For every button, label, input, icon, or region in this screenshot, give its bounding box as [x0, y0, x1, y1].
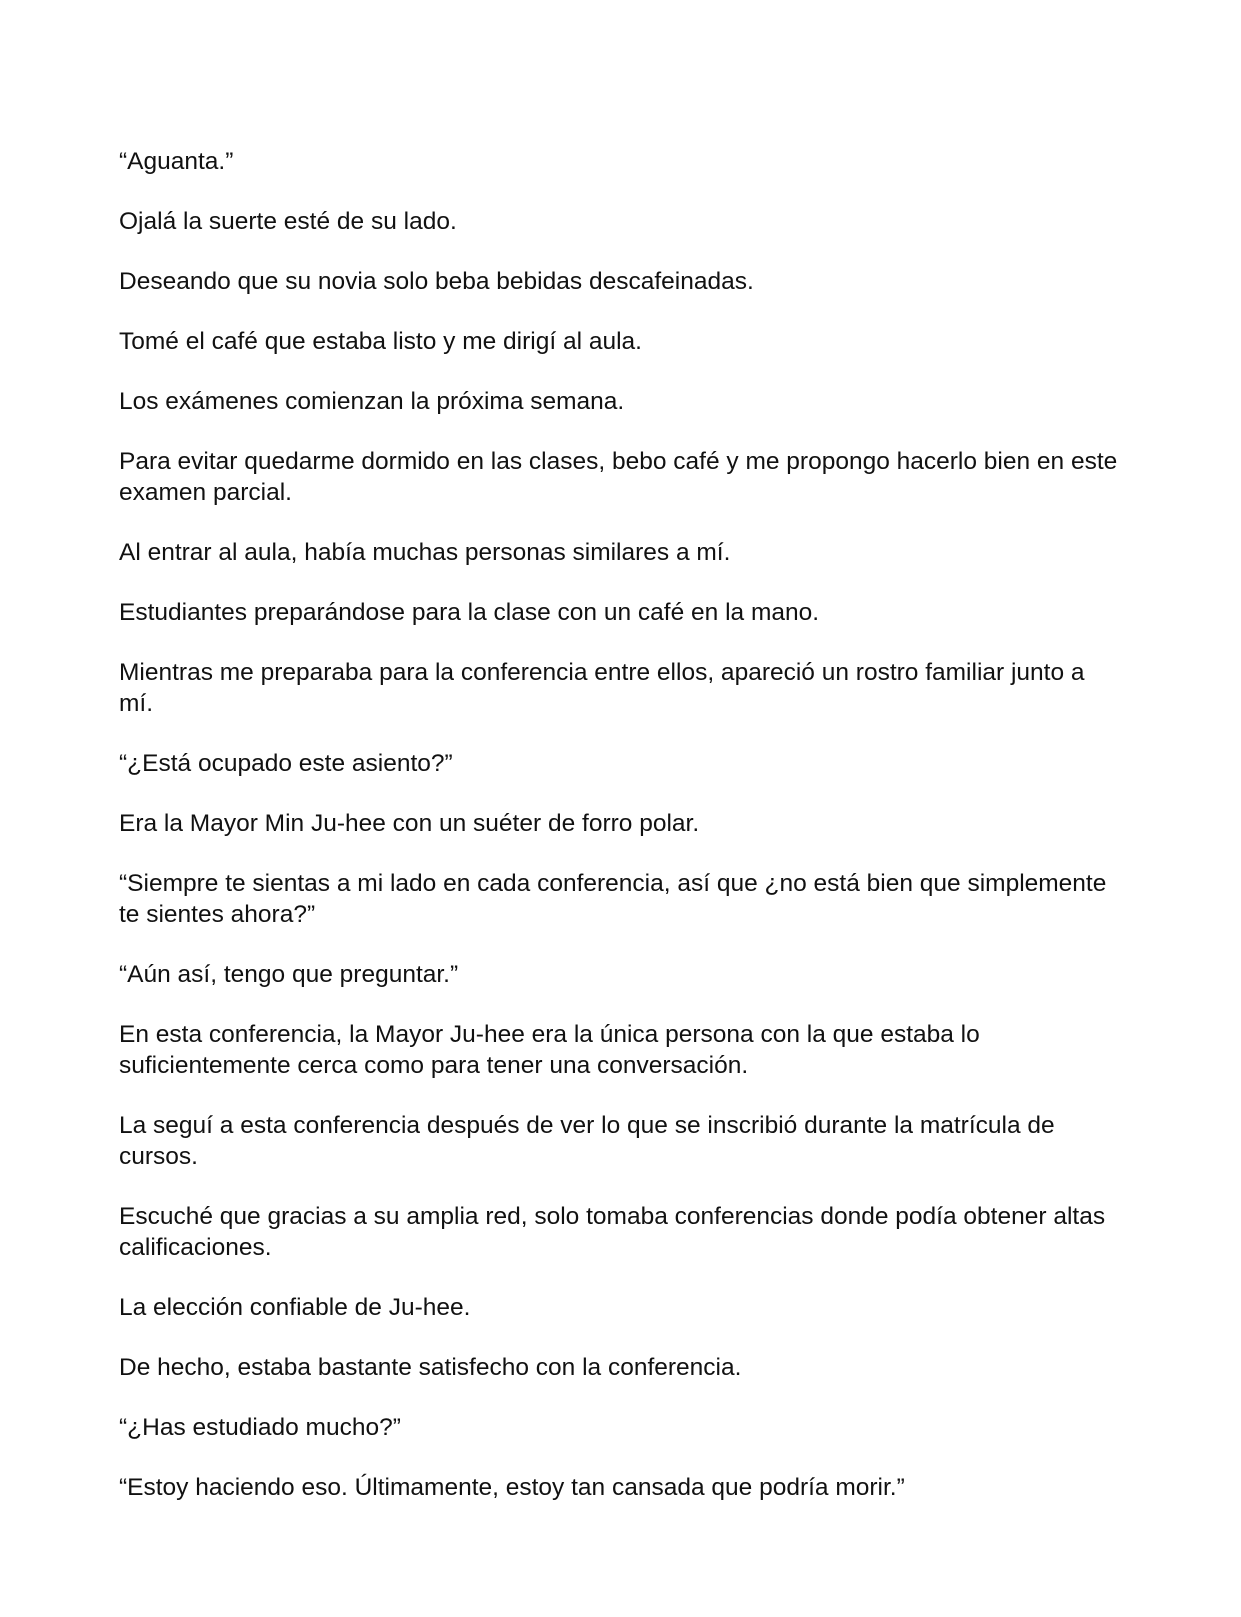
- paragraph: “Siempre te sientas a mi lado en cada conferencia, así que ¿no está bien que simplemente te sientes ahora?”: [119, 870, 1107, 928]
- paragraph: “Aguanta.”: [119, 148, 234, 175]
- document-body: [119, 146, 1119, 1532]
- paragraph: Los exámenes comienzan la próxima semana.: [119, 388, 625, 415]
- paragraph: “¿Has estudiado mucho?”: [119, 1414, 401, 1441]
- paragraph: Deseando que su novia solo beba bebidas descafeinadas.: [119, 268, 754, 295]
- paragraph: “Estoy haciendo eso. Últimamente, estoy tan cansada que podría morir.”: [119, 1474, 905, 1501]
- paragraph: Al entrar al aula, había muchas personas similares a mí.: [119, 539, 731, 566]
- paragraph: Estudiantes preparándose para la clase con un café en la mano.: [119, 599, 820, 626]
- paragraph: La seguí a esta conferencia después de ver lo que se inscribió durante la matrícula de cursos.: [119, 1112, 1055, 1170]
- paragraph: Mientras me preparaba para la conferencia entre ellos, apareció un rostro familiar junto a mí.: [119, 659, 1085, 717]
- paragraph: Escuché que gracias a su amplia red, solo tomaba conferencias donde podía obtener altas calificaciones.: [119, 1203, 1106, 1261]
- paragraph: Era la Mayor Min Ju-hee con un suéter de forro polar.: [119, 810, 700, 837]
- paragraph: Para evitar quedarme dormido en las clases, bebo café y me propongo hacerlo bien en este examen parcial.: [119, 448, 1118, 506]
- paragraph: Ojalá la suerte esté de su lado.: [119, 208, 457, 235]
- paragraph: “¿Está ocupado este asiento?”: [119, 750, 453, 777]
- paragraph: “Aún así, tengo que preguntar.”: [119, 961, 459, 988]
- paragraph: En esta conferencia, la Mayor Ju-hee era la única persona con la que estaba lo suficientemente cerca como para tener una conversación.: [119, 1021, 980, 1079]
- paragraph: Tomé el café que estaba listo y me dirigí al aula.: [119, 328, 642, 355]
- paragraph: La elección confiable de Ju-hee.: [119, 1294, 471, 1321]
- paragraph: De hecho, estaba bastante satisfecho con la conferencia.: [119, 1354, 742, 1381]
